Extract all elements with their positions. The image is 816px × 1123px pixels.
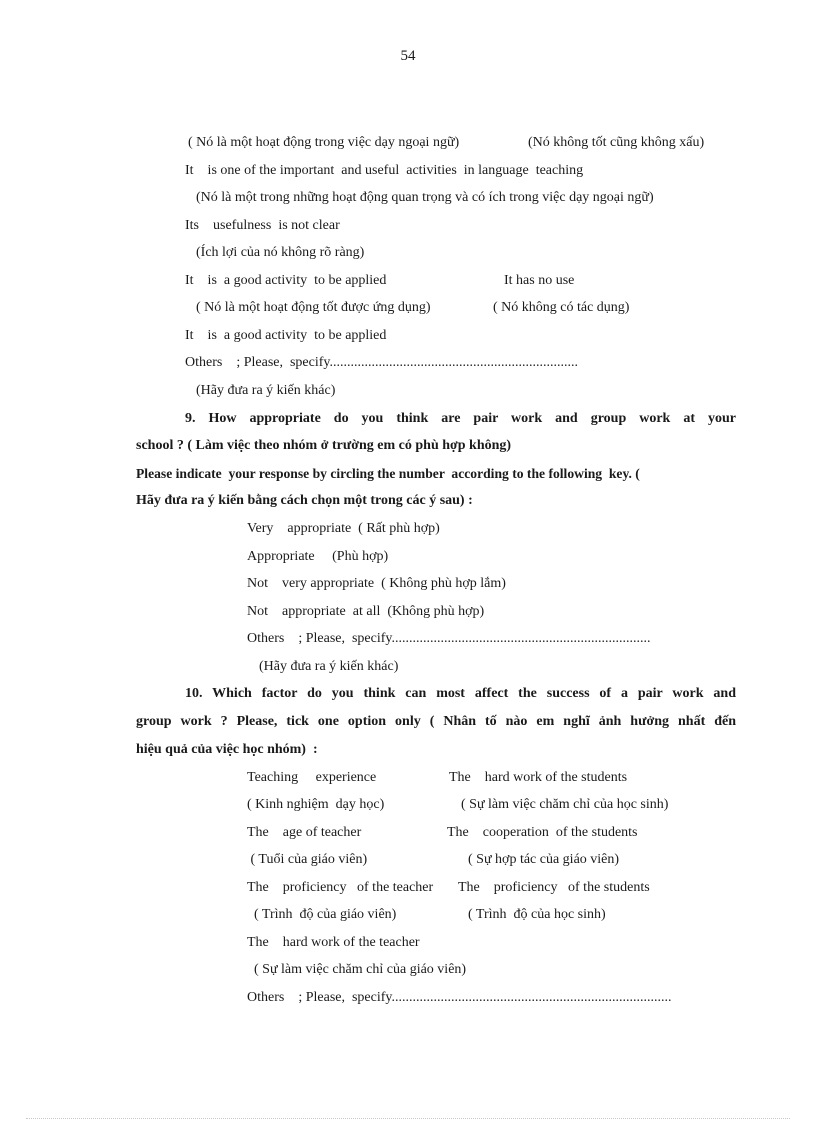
q8-line7-left: ( Nó là một hoạt động tốt được ứng dụng) — [196, 300, 431, 315]
q8-line3: (Nó là một trong những hoạt động quan trọng và có ích trong việc dạy ngoại ngữ) — [196, 190, 654, 205]
q10-heading-line3: hiệu quả của việc học nhóm) : — [136, 742, 318, 757]
q8-line2: It is one of the important and useful activities in language teaching — [185, 163, 584, 178]
q10-option-others: Others ; Please, specify................................................................................ — [247, 990, 672, 1005]
q9-option-very-appropriate: Very appropriate ( Rất phù hợp) — [247, 521, 440, 536]
q9-option-appropriate: Appropriate (Phù hợp) — [247, 549, 389, 564]
q10-option-teacher-proficiency-vn: ( Trình độ của giáo viên) — [247, 907, 397, 922]
q10-option-teacher-age: The age of teacher — [247, 825, 362, 840]
q8-line4: Its usefulness is not clear — [185, 218, 340, 233]
q9-option-not-very-appropriate: Not very appropriate ( Không phù hợp lắm) — [247, 576, 506, 591]
q10-option-students-cooperation-vn: ( Sự hợp tác của giáo viên) — [468, 852, 620, 867]
q9-instruction-vn: Hãy đưa ra ý kiến bằng cách chọn một trong các ý sau) : — [136, 493, 473, 508]
q9-heading-line2: school ? ( Làm việc theo nhóm ở trường em có phù hợp không) — [136, 438, 512, 453]
q9-option-not-appropriate: Not appropriate at all (Không phù hợp) — [247, 604, 485, 619]
q8-line1-right: (Nó không tốt cũng không xấu) — [528, 135, 705, 150]
q10-option-teacher-age-vn: ( Tuổi của giáo viên) — [247, 852, 368, 867]
q10-option-teacher-hard-work-vn: ( Sự làm việc chăm chỉ của giáo viên) — [247, 962, 467, 977]
q10-option-teaching-experience: Teaching experience — [247, 770, 377, 785]
q8-line6-left: It is a good activity to be applied — [185, 273, 387, 288]
q8-line1-left: ( Nó là một hoạt động trong việc dạy ngoại ngữ) — [188, 135, 460, 150]
page-number: 54 — [400, 48, 416, 64]
q8-others: Others ; Please, specify....................................................................... — [185, 355, 578, 370]
q10-heading-line2: group work ? Please, tick one option only ( Nhân tố nào em nghĩ ảnh hưởng nhất đến — [136, 714, 736, 729]
q8-line8: It is a good activity to be applied — [185, 328, 387, 343]
q8-line6-right: It has no use — [504, 273, 575, 288]
q10-option-students-hard-work: The hard work of the students — [449, 770, 628, 785]
q10-option-students-proficiency: The proficiency of the students — [458, 880, 650, 895]
q10-option-students-cooperation: The cooperation of the students — [447, 825, 638, 840]
q10-option-teacher-hard-work: The hard work of the teacher — [247, 935, 420, 950]
q9-option-others-vn: (Hãy đưa ra ý kiến khác) — [259, 659, 399, 674]
q8-line5: (Ích lợi của nó không rõ ràng) — [196, 245, 365, 260]
page-bottom-border — [26, 1118, 790, 1119]
q9-option-others: Others ; Please, specify.......................................................................... — [247, 631, 651, 646]
q10-option-teacher-proficiency: The proficiency of the teacher — [247, 880, 434, 895]
q10-heading: 10. Which factor do you think can most affect the success of a pair work and — [185, 686, 736, 701]
q10-option-students-hard-work-vn: ( Sự làm việc chăm chỉ của học sinh) — [461, 797, 669, 812]
q9-heading: 9. How appropriate do you think are pair work and group work at your — [185, 411, 736, 426]
q8-others-vn: (Hãy đưa ra ý kiến khác) — [196, 383, 336, 398]
q8-line7-right: ( Nó không có tác dụng) — [493, 300, 630, 315]
q10-option-teaching-experience-vn: ( Kinh nghiệm dạy học) — [247, 797, 385, 812]
q9-instruction: Please indicate your response by circling the number according to the following key. ( — [136, 466, 640, 481]
q10-option-students-proficiency-vn: ( Trình độ của học sinh) — [468, 907, 606, 922]
